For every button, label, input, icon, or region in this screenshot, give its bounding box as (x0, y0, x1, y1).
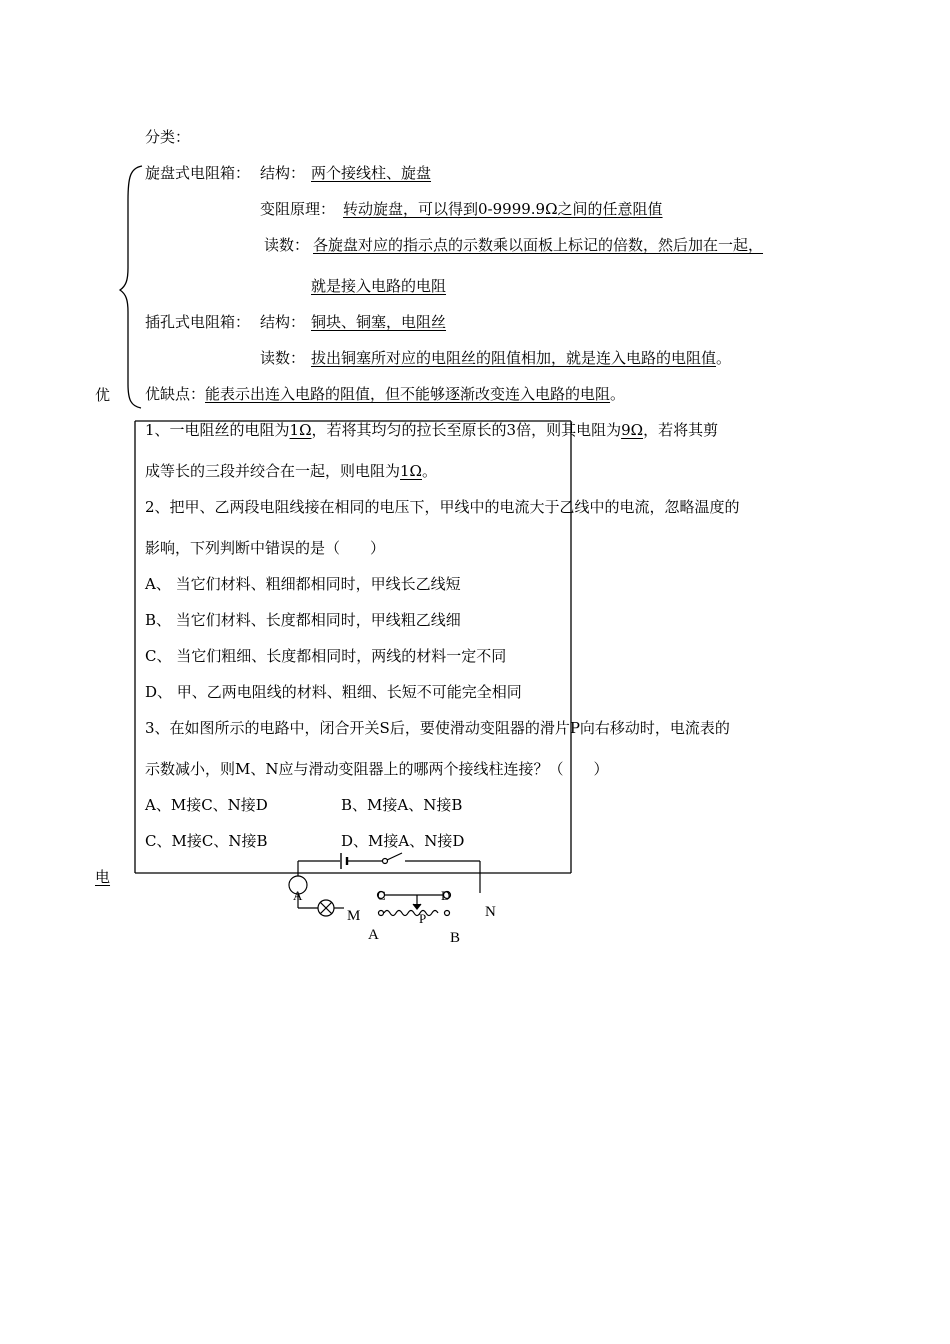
q3-option-b: B、M接A、N接B (341, 796, 463, 814)
label-c: C (377, 888, 386, 903)
plug-structure-value: 铜块、铜塞，电阻丝 (311, 313, 447, 331)
q3-option-d: D、M接A、N接D (341, 832, 465, 850)
margin-char-top: 优 (95, 386, 111, 404)
q2-option-a: A、 当它们材料、粗细都相同时，甲线长乙线短 (145, 575, 461, 593)
plug-reading-line (311, 349, 731, 367)
label-p: P (419, 911, 427, 926)
q2-option-b: B、 当它们材料、长度都相同时，甲线粗乙线细 (145, 611, 461, 629)
rotary-principle-label: 变阻原理： (260, 200, 336, 218)
q1-text-c: ，若将其剪 (643, 421, 719, 439)
q3-line1: 3、在如图所示的电路中，闭合开关S后，要使滑动变阻器的滑片P向右移动时，电流表的 (145, 719, 730, 737)
terminal-b (445, 911, 450, 916)
label-b: B (450, 930, 461, 946)
classification-brace (120, 166, 142, 408)
label-d: D (441, 888, 451, 903)
q2-line2: 影响，下列判断中错误的是（ ） (145, 539, 386, 557)
label-m: M (347, 908, 361, 924)
q1-answer-2: 9Ω (621, 421, 644, 439)
q1-text-b: ，若将其均匀的拉长至原长的3倍，则其电阻为 (311, 421, 622, 439)
q2-line1: 2、把甲、乙两段电阻线接在相同的电压下，甲线中的电流大于乙线中的电流，忽略温度的 (145, 498, 740, 516)
plug-box-label: 插孔式电阻箱： (145, 313, 251, 331)
plug-reading-value: 拔出铜塞所对应的电阻丝的阻值相加，就是连入电路的电阻值 (311, 349, 717, 367)
label-a: A (368, 927, 379, 943)
label-n: N (485, 904, 496, 920)
plug-reading-label: 读数： (260, 349, 306, 367)
q3-option-c: C、M接C、N接B (145, 832, 268, 850)
pros-cons-label: 优缺点： (145, 385, 206, 403)
terminal-a (379, 911, 384, 916)
margin-char-bottom: 电 (95, 868, 111, 886)
rotary-structure-value: 两个接线柱、旋盘 (311, 164, 432, 182)
plug-structure-label: 结构： (260, 313, 306, 331)
rotary-reading-label: 读数： (264, 236, 310, 254)
rotary-structure-label: 结构： (260, 164, 306, 182)
q1-answer-1: 1Ω (289, 421, 312, 439)
switch-blade (387, 853, 402, 860)
rotary-principle-value: 转动旋盘，可以得到0-9999.9Ω之间的任意阻值 (343, 200, 663, 218)
pros-cons-end: 。 (610, 385, 626, 403)
q1-answer-3: 1Ω (400, 462, 422, 480)
q1-text-d: 成等长的三段并绞合在一起，则电阻为 (145, 462, 401, 480)
pros-cons-line (145, 385, 625, 403)
rotary-box-label: 旋盘式电阻箱： (145, 164, 251, 182)
rotary-reading-value-2: 就是接入电路的电阻 (311, 277, 447, 295)
q2-option-c: C、 当它们粗细、长度都相同时，两线的材料一定不同 (145, 647, 507, 665)
rotary-reading-value-1: 各旋盘对应的指示点的示数乘以面板上标记的倍数，然后加在一起， (313, 236, 764, 254)
q3-line2: 示数减小，则M、N应与滑动变阻器上的哪两个接线柱连接？（ ） (145, 760, 609, 778)
resistance-coil (384, 911, 438, 916)
q3-option-a: A、M接C、N接D (145, 796, 268, 814)
classify-heading: 分类： (145, 128, 191, 146)
q1-text-a: 1、一电阻丝的电阻为 (145, 421, 290, 439)
pros-cons-value: 能表示出连入电路的阻值，但不能够逐渐改变连入电路的电阻 (205, 385, 611, 403)
switch-pivot (383, 859, 388, 864)
q2-option-d: D、 甲、乙两电阻线的材料、粗细、长短不可能完全相同 (145, 683, 522, 701)
plug-reading-end: 。 (716, 349, 732, 367)
ammeter-label: A (293, 888, 303, 903)
q1-line2 (145, 462, 437, 480)
circuit-diagram (289, 853, 480, 916)
q1-text-e: 。 (422, 462, 438, 480)
q1-line1 (145, 421, 718, 439)
